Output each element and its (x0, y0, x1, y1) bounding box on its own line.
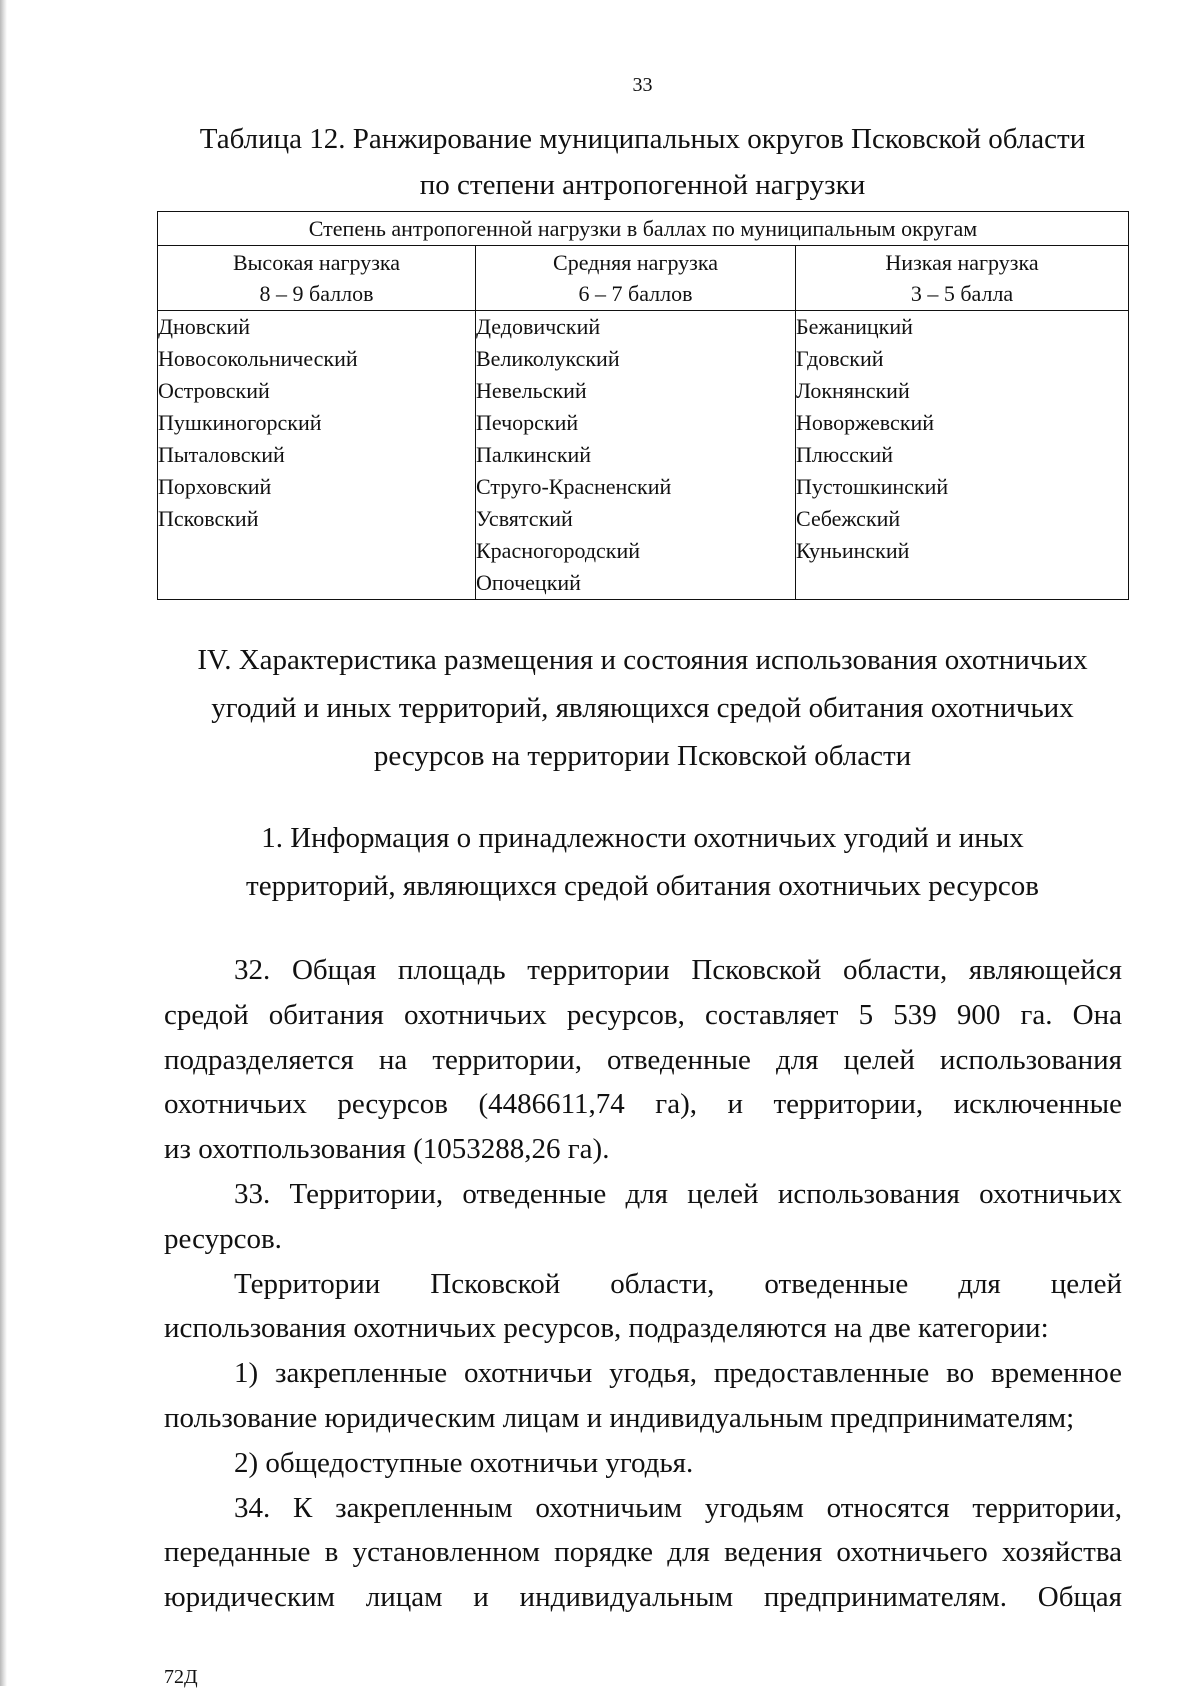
low-load-list (796, 311, 1129, 600)
list-item: Себежский (796, 506, 901, 531)
list-item: Бежаницкий (796, 314, 913, 339)
list-item: Порховский (158, 474, 272, 499)
table-main-header: Степень антропогенной нагрузки в баллах по муниципальным округам (158, 212, 1129, 246)
subsection-heading (150, 814, 1135, 910)
paragraph-33-line: ресурсов. (164, 1222, 282, 1255)
column-header-low (796, 246, 1129, 311)
list-item: Струго-Красненский (476, 474, 672, 499)
column-header-medium (476, 246, 796, 311)
list-item: Красногородский (476, 538, 641, 563)
table-title-line: Таблица 12. Ранжирование муниципальных округов Псковской области (199, 123, 1086, 155)
paragraph-34-line: переданные в установленном порядке для ведения охотничьего хозяйства (164, 1536, 1122, 1569)
column-header-range: 3 – 5 балла (910, 281, 1014, 306)
list-item: Новосокольнический (158, 346, 358, 371)
subsection-heading-line: территорий, являющихся средой обитания охотничьих ресурсов (246, 870, 1039, 902)
table-title-line: по степени антропогенной нагрузки (419, 169, 866, 201)
paragraph-32-line: 32. Общая площадь территории Псковской области, являющейся (234, 954, 1122, 986)
body-text (164, 948, 1122, 1620)
list-item: Дновский (158, 314, 251, 339)
list-item-1-line: пользование юридическим лицам и индивидуальным предпринимателям; (164, 1401, 1075, 1434)
paragraph-32-line: из охотпользования (1053288,26 га). (164, 1133, 610, 1166)
paragraph-34-line: 34. К закрепленным охотничьим угодьям относятся территории, (234, 1491, 1122, 1524)
list-item: Псковский (158, 506, 259, 531)
column-header-range: 6 – 7 баллов (578, 281, 693, 306)
list-item-2-line: 2) общедоступные охотничьи угодья. (234, 1446, 694, 1479)
section-heading-line: ресурсов на территории Псковской области (373, 740, 912, 772)
column-header-name: Высокая нагрузка (232, 250, 401, 275)
ranking-table (157, 211, 1129, 600)
list-item: Дедовичский (476, 314, 601, 339)
paragraph-32-line: подразделяется на территории, отведенные для целей использования (164, 1043, 1122, 1076)
section-heading-line: угодий и иных территорий, являющихся средой обитания охотничьих (211, 692, 1074, 724)
paragraph-territories-line: использования охотничьих ресурсов, подразделяются на две категории: (164, 1312, 1049, 1345)
paragraph-32-line: охотничьих ресурсов (4486611,74 га), и территории, исключенные (164, 1088, 1122, 1121)
paragraph-32-line: средой обитания охотничьих ресурсов, составляет 5 539 900 га. Она (164, 998, 1122, 1031)
column-header-range: 8 – 9 баллов (259, 281, 374, 306)
column-header-name: Средняя нагрузка (553, 250, 718, 275)
list-item: Пыталовский (158, 442, 285, 467)
list-item: Пустошкинский (796, 474, 949, 499)
list-item: Новоржевский (796, 410, 935, 435)
scan-edge (0, 0, 7, 1686)
page-number: 33 (632, 74, 653, 96)
high-load-list (158, 311, 476, 600)
list-item: Опочецкий (476, 570, 581, 595)
list-item-1-line: 1) закрепленные охотничьи угодья, предоставленные во временное (234, 1357, 1122, 1390)
list-item: Куньинский (796, 538, 910, 563)
column-header-name: Низкая нагрузка (885, 250, 1039, 275)
list-item: Пушкиногорский (158, 410, 322, 435)
footer-code: 72Д (164, 1666, 198, 1688)
list-item: Плюсский (796, 442, 894, 467)
list-item: Усвятский (476, 506, 573, 531)
list-item: Невельский (476, 378, 587, 403)
table-title (150, 116, 1135, 208)
paragraph-territories-line: Территории Псковской области, отведенные для целей (234, 1267, 1122, 1300)
list-item: Великолукский (476, 346, 620, 371)
paragraph-34-line: юридическим лицам и индивидуальным предпринимателям. Общая (164, 1581, 1122, 1614)
list-item: Локнянский (796, 378, 910, 403)
medium-load-list (476, 311, 796, 600)
list-item: Печорский (476, 410, 579, 435)
column-header-high (158, 246, 476, 311)
section-heading-line: IV. Характеристика размещения и состояния использования охотничьих (197, 644, 1088, 676)
paragraph-33-line: 33. Территории, отведенные для целей использования охотничьих (234, 1177, 1122, 1210)
list-item: Гдовский (796, 346, 884, 371)
list-item: Островский (158, 378, 270, 403)
section-heading (150, 636, 1135, 780)
subsection-heading-line: 1. Информация о принадлежности охотничьих угодий и иных (261, 822, 1024, 854)
list-item: Палкинский (476, 442, 592, 467)
